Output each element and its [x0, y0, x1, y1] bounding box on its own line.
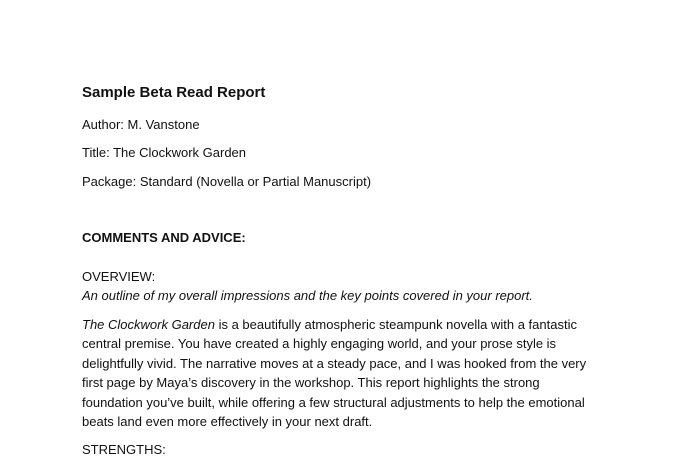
overview-label: OVERVIEW: — [82, 269, 156, 284]
paragraph-book-title: The Clockwork Garden — [82, 317, 215, 332]
paragraph-text: is a beautifully atmospheric steampunk novella with a fantastic central premise. You have created a highly engaging world, and your prose style is delightfully vivid. The narrative moves at a steady pace, and I was hooked from the very first page by Maya’s discovery in the workshop. This report highlights the strong foundation you’ve built, while offering a few structural adjustments to help the emotional beats land even more effectively in your next draft. — [82, 317, 587, 430]
overview-subtitle: An outline of my overall impressions and the key points covered in your report. — [82, 288, 533, 303]
report-title: Sample Beta Read Report — [82, 84, 266, 101]
author-line: Author: M. Vanstone — [82, 117, 200, 132]
comments-heading: COMMENTS AND ADVICE: — [82, 230, 246, 245]
package-line: Package: Standard (Novella or Partial Manuscript) — [82, 174, 372, 189]
title-line: Title: The Clockwork Garden — [82, 145, 247, 160]
strengths-label: STRENGTHS: — [82, 442, 166, 457]
overview-paragraph — [82, 315, 602, 431]
